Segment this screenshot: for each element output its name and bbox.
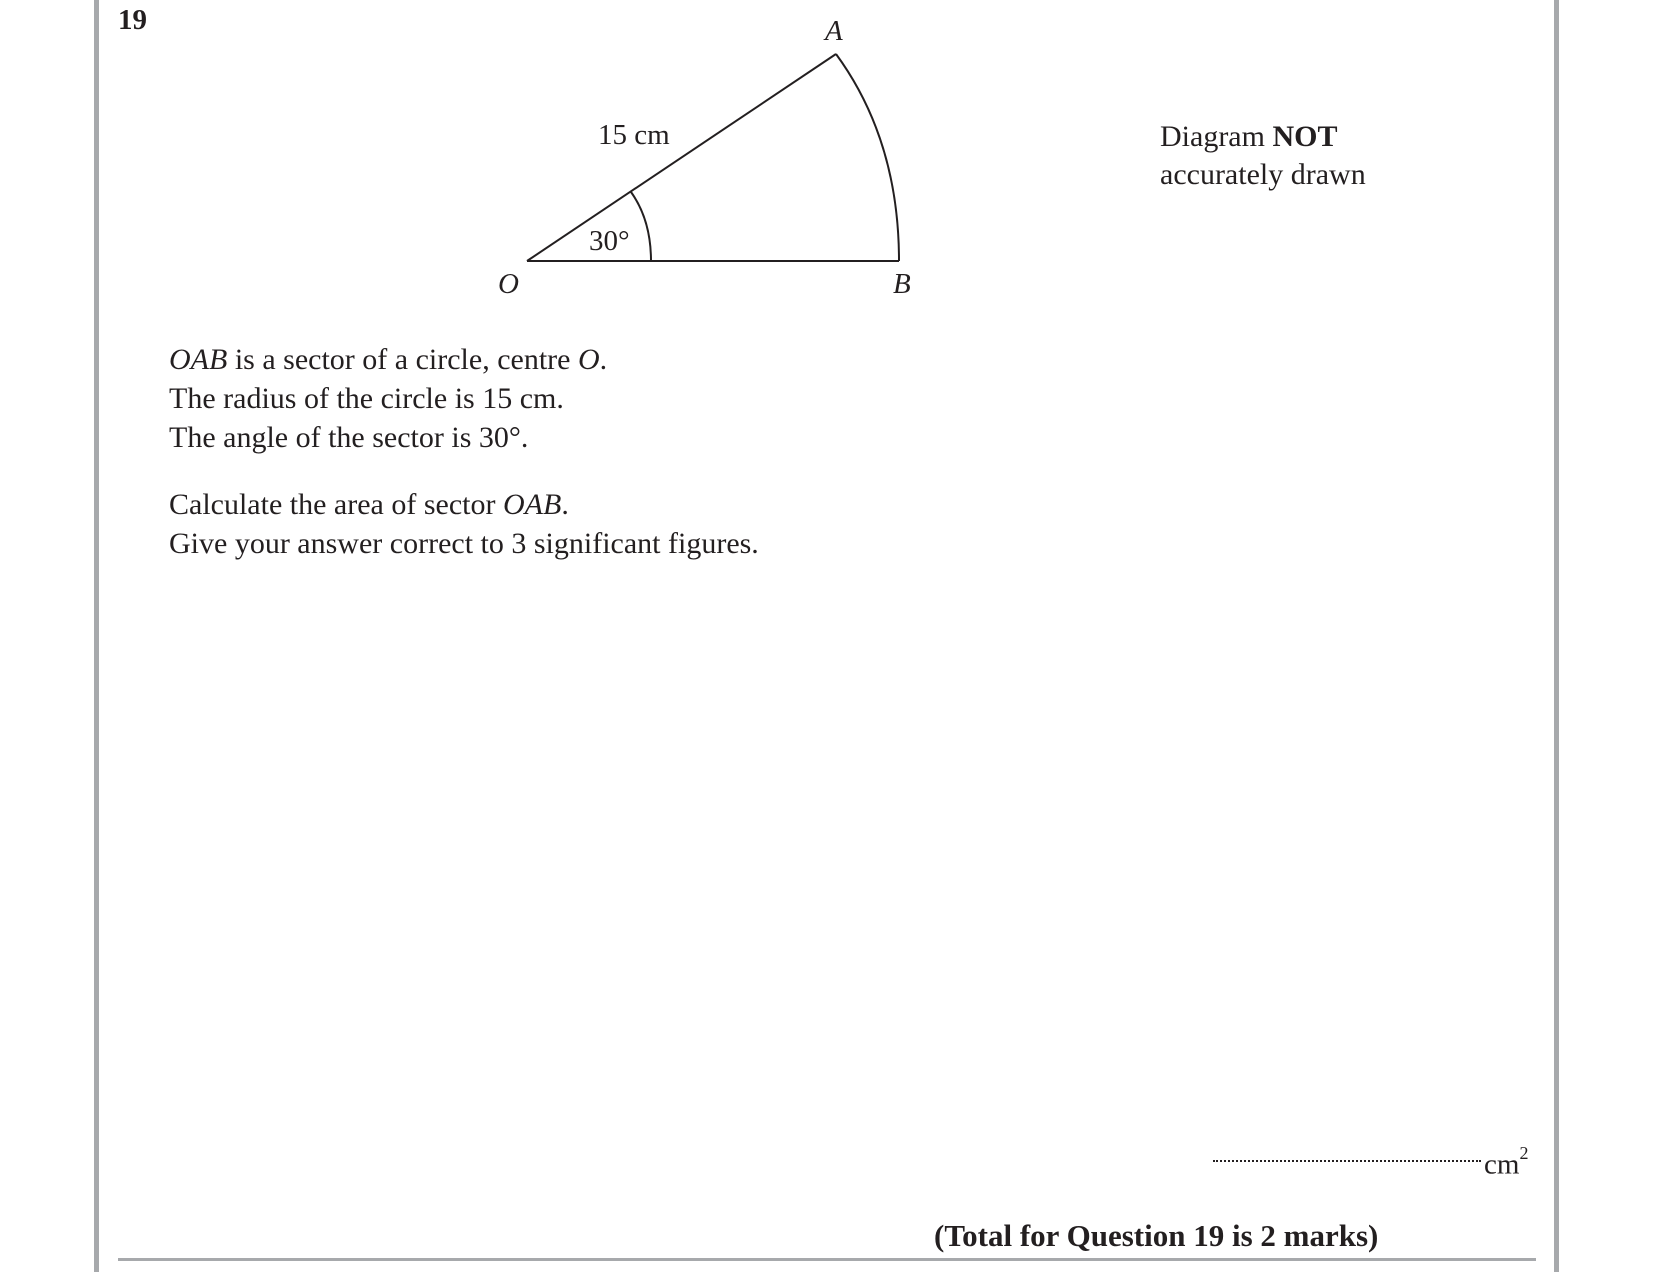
radius-OA bbox=[527, 54, 836, 261]
sector-arc-AB bbox=[836, 54, 899, 261]
instruction-line-2: Give your answer correct to 3 significant figures. bbox=[169, 527, 759, 560]
diagram-note bbox=[1160, 118, 1366, 194]
question-instruction bbox=[169, 485, 759, 563]
note-prefix: Diagram bbox=[1160, 120, 1273, 153]
total-marks: (Total for Question 19 is 2 marks) bbox=[934, 1218, 1379, 1253]
bottom-rule bbox=[118, 1258, 1536, 1261]
note-bold: NOT bbox=[1272, 120, 1338, 153]
info-line-3: The angle of the sector is 30°. bbox=[169, 421, 529, 454]
label-radius: 15 cm bbox=[598, 119, 670, 151]
info-line-1: OAB is a sector of a circle, centre O. bbox=[169, 343, 608, 376]
note-line2: accurately drawn bbox=[1160, 158, 1366, 191]
label-A: A bbox=[825, 15, 843, 47]
label-O: O bbox=[498, 268, 519, 300]
answer-unit: $cm^2$ bbox=[1484, 1143, 1529, 1181]
label-angle: 30° bbox=[589, 225, 630, 257]
question-info bbox=[169, 340, 607, 457]
sector-diagram bbox=[0, 0, 1653, 320]
answer-line[interactable] bbox=[1213, 1160, 1481, 1162]
instruction-line-1: Calculate the area of sector OAB. bbox=[169, 488, 569, 521]
info-line-2: The radius of the circle is 15 cm. bbox=[169, 382, 564, 415]
label-B: B bbox=[893, 268, 911, 300]
question-number: 19 bbox=[118, 4, 147, 36]
angle-arc bbox=[631, 192, 651, 261]
